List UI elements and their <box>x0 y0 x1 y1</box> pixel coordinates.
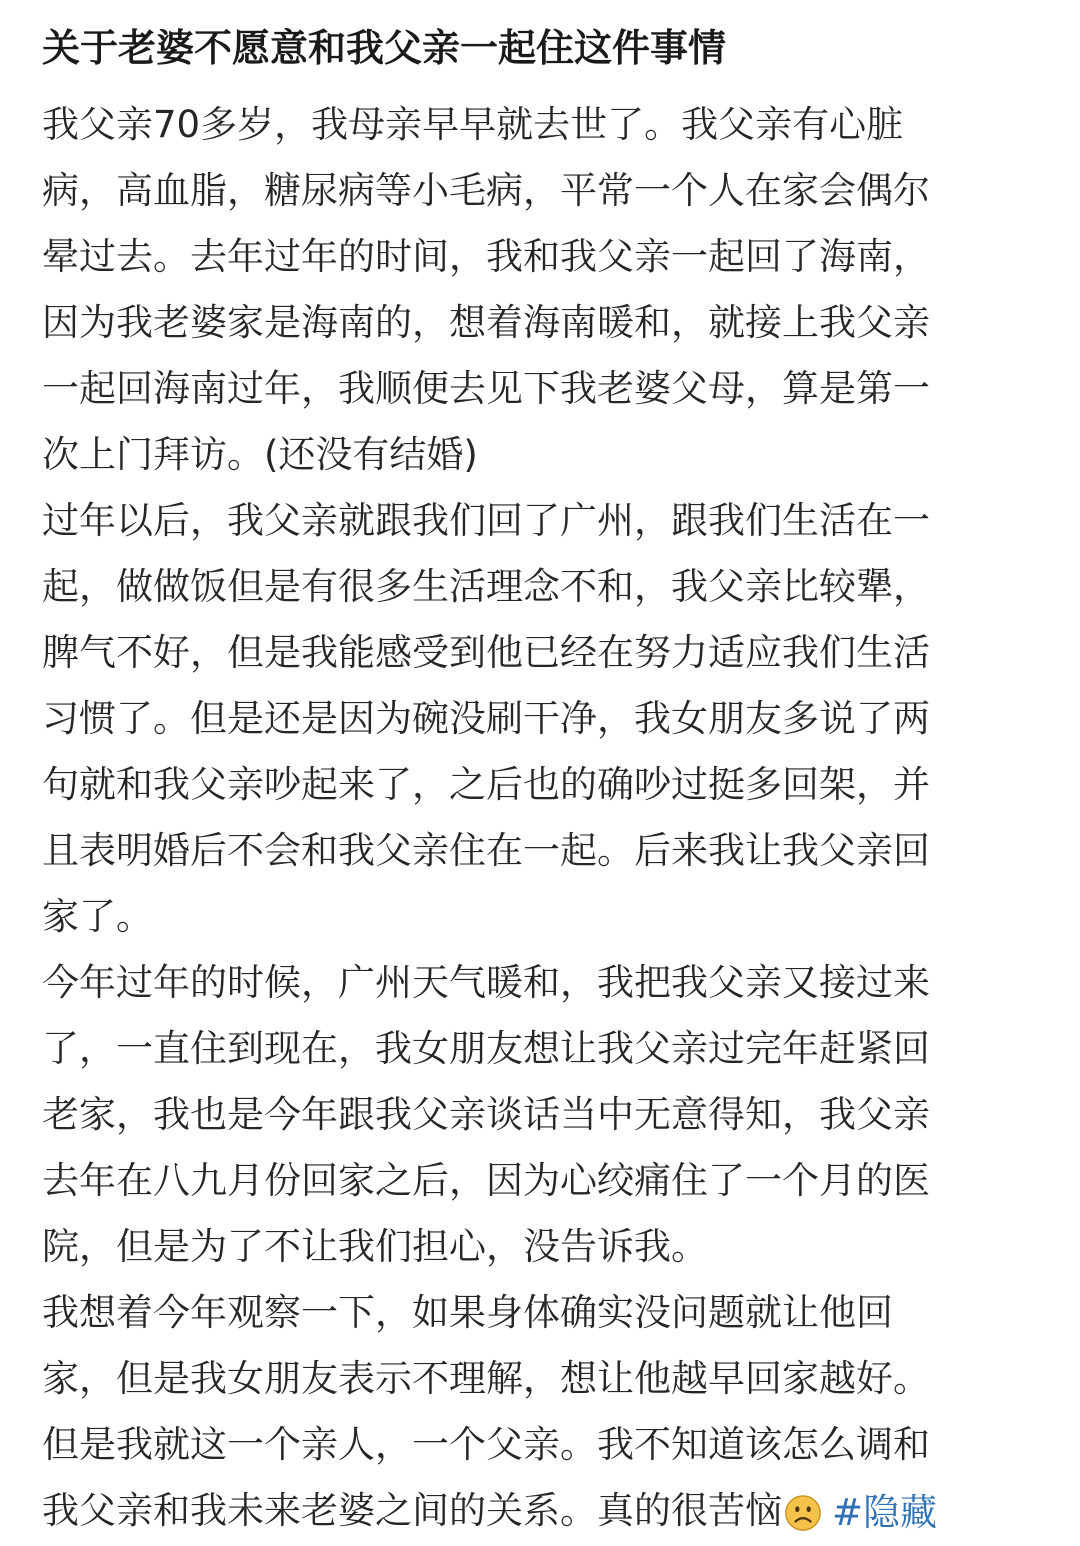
paragraph-2 <box>42 488 1042 950</box>
emoji-left-eye <box>795 1506 799 1512</box>
text-line: 了，一直住到现在，我女朋友想让我父亲过完年赶紧回 <box>42 1027 930 1070</box>
text-line: 老家，我也是今年跟我父亲谈话当中无意得知，我父亲 <box>42 1093 930 1136</box>
text-line: 家，但是我女朋友表示不理解，想让他越早回家越好。 <box>42 1357 930 1400</box>
paragraph-3 <box>42 950 1042 1280</box>
text-line: 晕过去。去年过年的时间，我和我父亲一起回了海南， <box>42 235 930 278</box>
text-line: 院，但是为了不让我们担心，没告诉我。 <box>42 1225 708 1268</box>
post-title: 关于老婆不愿意和我父亲一起住这件事情 <box>42 26 727 70</box>
text-line: 家了。 <box>42 895 153 938</box>
text-line: 过年以后，我父亲就跟我们回了广州，跟我们生活在一 <box>42 499 930 542</box>
text-line: 且表明婚后不会和我父亲住在一起。后来我让我父亲回 <box>42 829 930 872</box>
text-line: 次上门拜访。(还没有结婚) <box>42 433 478 476</box>
paragraph-1 <box>42 92 1042 488</box>
hashtag-link[interactable]: #隐藏 <box>832 1490 938 1534</box>
text-line: 去年在八九月份回家之后，因为心绞痛住了一个月的医 <box>42 1159 930 1202</box>
text-line: 病，高血脂，糖尿病等小毛病，平常一个人在家会偶尔 <box>42 169 930 212</box>
text-line: 习惯了。但是还是因为碗没刷干净，我女朋友多说了两 <box>42 697 930 740</box>
frowning-face-icon <box>784 1494 822 1532</box>
text-line: 因为我老婆家是海南的，想着海南暖和，就接上我父亲 <box>42 301 930 344</box>
text-line: 一起回海南过年，我顺便去见下我老婆父母，算是第一 <box>42 367 930 410</box>
paragraph-4 <box>42 1280 1042 1544</box>
line-tail <box>784 1480 937 1546</box>
text-line: 我父亲70多岁，我母亲早早就去世了。我父亲有心脏 <box>42 103 904 146</box>
text-line: 起，做做饭但是有很多生活理念不和，我父亲比较犟， <box>42 565 930 608</box>
text-line: 句就和我父亲吵起来了，之后也的确吵过挺多回架，并 <box>42 763 930 806</box>
post <box>42 18 1042 1544</box>
text-line: 脾气不好，但是我能感受到他已经在努力适应我们生活 <box>42 631 930 674</box>
emoji-face <box>786 1495 820 1529</box>
text-line: 但是我就这一个亲人，一个父亲。我不知道该怎么调和 <box>42 1423 930 1466</box>
text-line-content: 我父亲和我未来老婆之间的关系。真的很苦恼 <box>42 1489 782 1532</box>
text-line: 我想着今年观察一下，如果身体确实没问题就让他回 <box>42 1291 893 1334</box>
last-line <box>42 1478 1042 1544</box>
emoji-right-eye <box>807 1506 811 1512</box>
text-line: 今年过年的时候，广州天气暖和，我把我父亲又接过来 <box>42 961 930 1004</box>
